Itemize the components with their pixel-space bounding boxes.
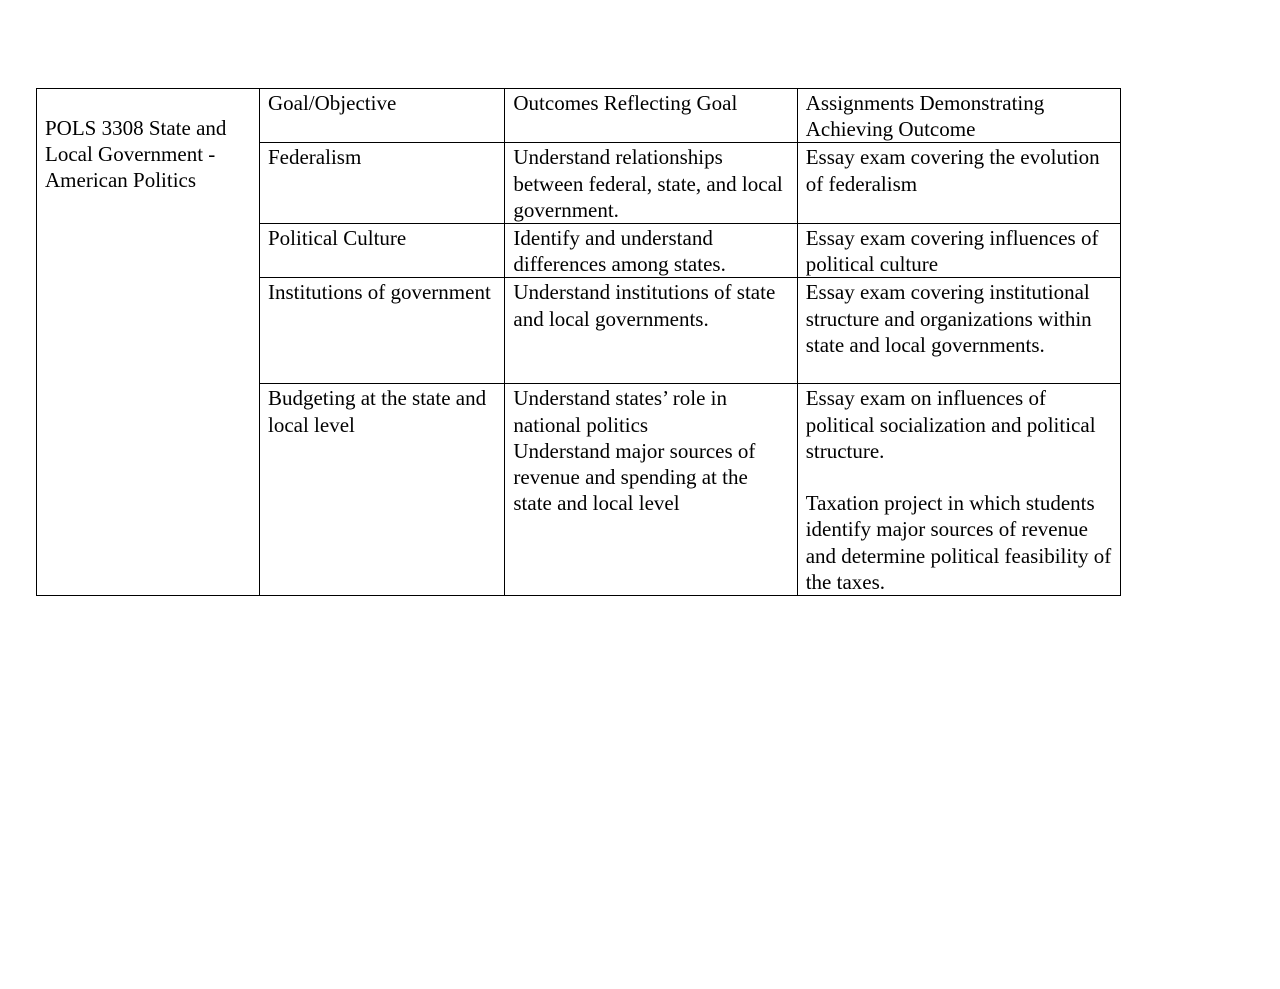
paragraph-gap	[806, 464, 1112, 490]
goal-cell: Institutions of government	[259, 278, 504, 384]
course-title: POLS 3308 State and Local Government - American Politics	[45, 116, 227, 193]
assignment-line: Essay exam on influences of political socialization and political structure.	[805, 386, 1096, 463]
table-header-row	[37, 89, 1121, 143]
goal-cell: Federalism	[259, 143, 504, 224]
outcome-cell: Identify and understand differences among states.	[505, 224, 797, 278]
assignment-cell: Essay exam covering influences of political culture	[797, 224, 1120, 278]
header-assignment: Assignments Demonstrating Achieving Outcome	[797, 89, 1120, 143]
header-outcome: Outcomes Reflecting Goal	[505, 89, 797, 143]
assignment-cell	[797, 384, 1120, 596]
goal-cell: Budgeting at the state and local level	[259, 384, 504, 596]
goal-cell: Political Culture	[259, 224, 504, 278]
course-title-cell	[37, 89, 260, 596]
outcome-line: Understand states’ role in national politics	[513, 386, 728, 437]
assignment-cell: Essay exam covering the evolution of federalism	[797, 143, 1120, 224]
outcome-cell	[505, 384, 797, 596]
assignment-cell: Essay exam covering institutional structure and organizations within state and local governments.	[797, 278, 1120, 384]
outcome-line: Understand major sources of revenue and spending at the state and local level	[513, 438, 756, 516]
outcome-cell: Understand institutions of state and local governments.	[505, 278, 797, 384]
header-goal: Goal/Objective	[259, 89, 504, 143]
course-outcomes-table	[36, 88, 1121, 596]
outcome-cell: Understand relationships between federal, state, and local government.	[505, 143, 797, 224]
assignment-line: Taxation project in which students identify major sources of revenue and determine political feasibility of the taxes.	[805, 491, 1112, 594]
